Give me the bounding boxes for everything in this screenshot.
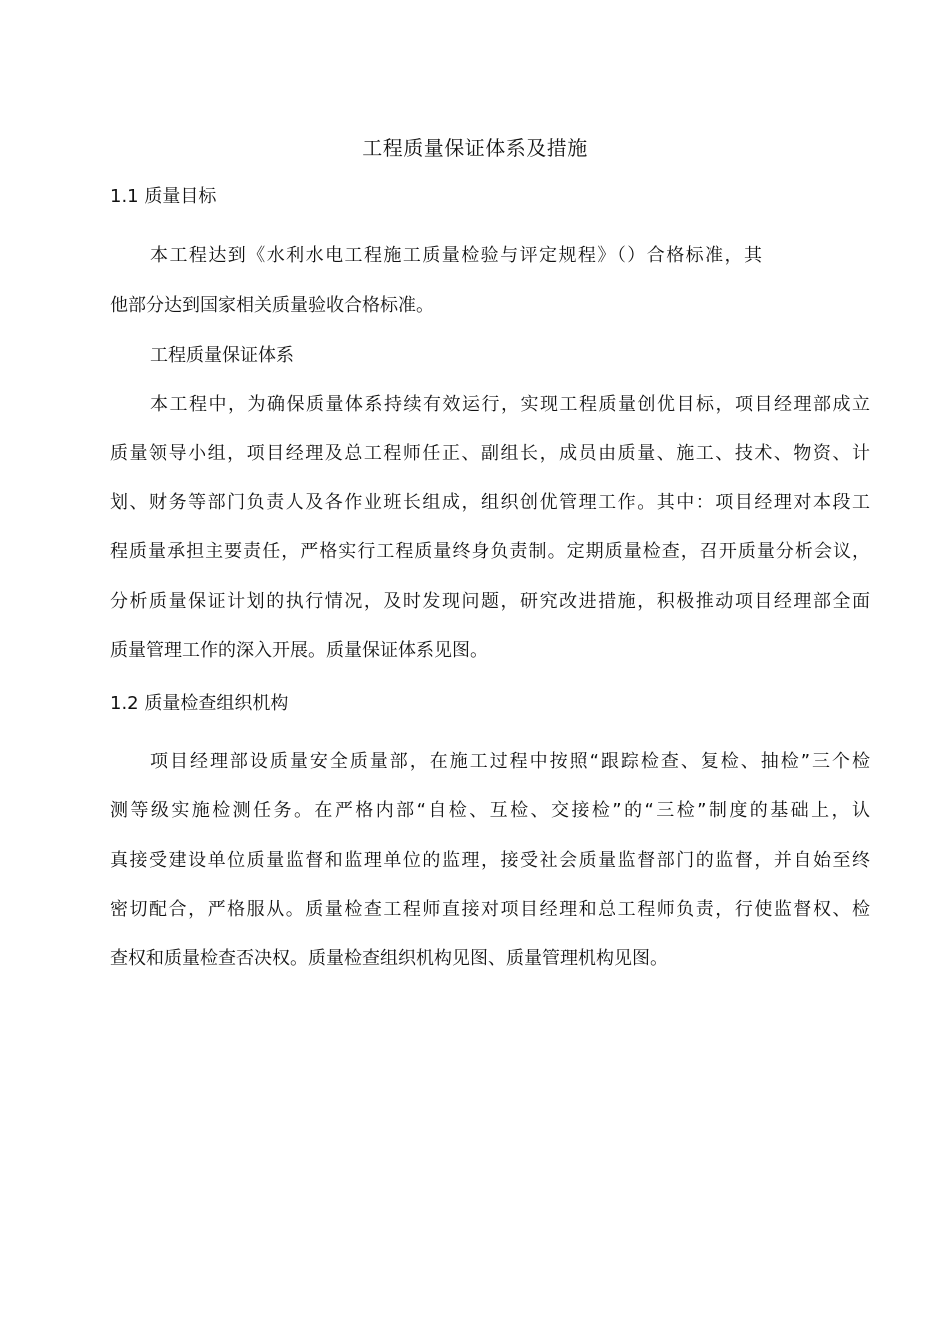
- paragraph-line: 密切配合，严格服从。质量检查工程师直接对项目经理和总工程师负责，行使监督权、检: [110, 899, 870, 920]
- paragraph-line: 真接受建设单位质量监督和监理单位的监理，接受社会质量监督部门的监督，并自始至终: [110, 850, 870, 871]
- paragraph-line: 质量领导小组，项目经理及总工程师任正、副组长，成员由质量、施工、技术、物资、计: [110, 443, 870, 464]
- subheading-quality-system: 工程质量保证体系: [150, 345, 294, 366]
- paragraph-line: 他部分达到国家相关质量验收合格标准。: [110, 295, 434, 316]
- paragraph-line: 分析质量保证计划的执行情况，及时发现问题，研究改进措施，积极推动项目经理部全面: [110, 591, 870, 612]
- paragraph-line: 程质量承担主要责任，严格实行工程质量终身负责制。定期质量检查，召开质量分析会议，: [110, 541, 870, 562]
- paragraph-line: 划、财务等部门负责人及各作业班长组成，组织创优管理工作。其中：项目经理对本段工: [110, 492, 870, 513]
- paragraph-line: 质量管理工作的深入开展。质量保证体系见图。: [110, 640, 488, 661]
- paragraph-line: 本工程中，为确保质量体系持续有效运行，实现工程质量创优目标，项目经理部成立: [150, 394, 870, 415]
- paragraph-line: 本工程达到《水利水电工程施工质量检验与评定规程》（）合格标准，其: [150, 245, 762, 266]
- paragraph-line: 测等级实施检测任务。在严格内部“自检、互检、交接检”的“三检”制度的基础上，认: [110, 800, 870, 821]
- section-heading-inspection-org: 1.2 质量检查组织机构: [110, 693, 289, 714]
- page-title: 工程质量保证体系及措施: [362, 136, 588, 160]
- paragraph-line: 项目经理部设质量安全质量部，在施工过程中按照“跟踪检查、复检、抽检”三个检: [150, 751, 870, 772]
- section-heading-quality-goal: 1.1 质量目标: [110, 186, 217, 207]
- paragraph-line: 查权和质量检查否决权。质量检查组织机构见图、质量管理机构见图。: [110, 948, 668, 969]
